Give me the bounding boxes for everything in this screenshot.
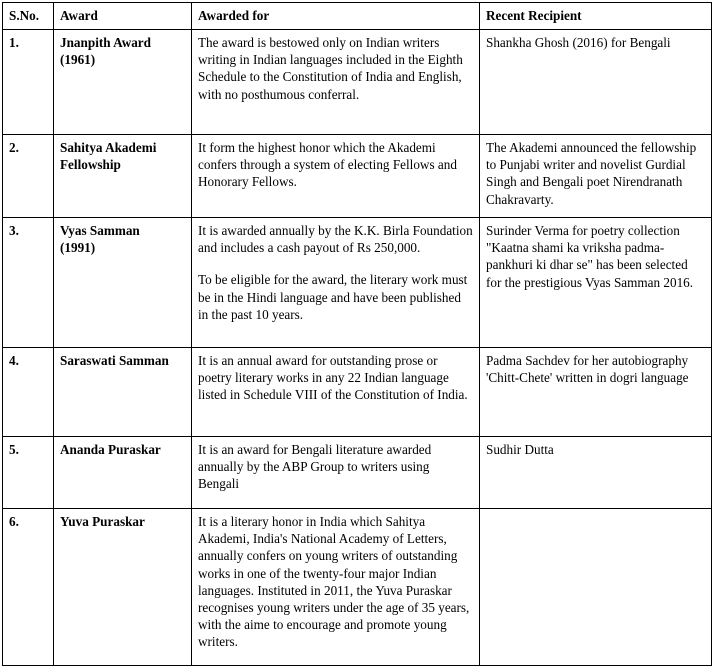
table-row	[3, 135, 712, 218]
cell-recipient: Shankha Ghosh (2016) for Bengali	[480, 30, 712, 135]
awarded-for-paragraph: To be eligible for the award, the literary work must be in the Hindi language and have been published in the past 10 years.	[198, 272, 468, 322]
cell-sno: 4.	[3, 348, 54, 437]
table-body	[3, 30, 712, 666]
cell-sno: 2.	[3, 135, 54, 218]
cell-recipient: Padma Sachdev for her autobiography 'Chitt-Chete' written in dogri language	[480, 348, 712, 437]
cell-award-name: Saraswati Samman	[54, 348, 192, 437]
award-name-line: Sahitya Akademi	[60, 140, 157, 156]
award-name-line: Vyas Samman	[60, 223, 140, 239]
cell-award-name	[54, 135, 192, 218]
cell-recipient: Sudhir Dutta	[480, 437, 712, 509]
award-name-line: Fellowship	[60, 157, 121, 173]
column-header-awarded-for: Awarded for	[192, 3, 480, 30]
table-row	[3, 218, 712, 348]
column-header-sno: S.No.	[3, 3, 54, 30]
cell-awarded-for	[192, 218, 480, 348]
cell-sno: 3.	[3, 218, 54, 348]
table-header-row	[3, 3, 712, 30]
awarded-for-paragraph: It is a literary honor in India which Sahitya Akademi, India's National Academy of Letters, annually confers on young writers of outstanding works in one of the twenty-four major Indian languages. Instituted in 2011, the Yuva Puraskar recognises young writers under the age of 35 years, with the aime to encourage and promote young writers.	[198, 514, 470, 650]
cell-recipient: The Akademi announced the fellowship to Punjabi writer and novelist Gurdial Singh and Bengali poet Nirendranath Chakravarty.	[480, 135, 712, 218]
table-row	[3, 348, 712, 437]
table-header	[3, 3, 712, 30]
awarded-for-paragraph: It is an annual award for outstanding prose or poetry literary works in any 22 Indian language listed in Schedule VIII of the Constitution of India.	[198, 353, 468, 403]
awarded-for-paragraph: It form the highest honor which the Akademi confers through a system of electing Fellows and Honorary Fellows.	[198, 140, 457, 190]
award-name-line: (1961)	[60, 52, 96, 68]
awarded-for-paragraph: The award is bestowed only on Indian writers writing in Indian languages included in the Eighth Schedule to the Constitution of India and English, with no posthumous conferral.	[198, 35, 463, 102]
cell-awarded-for	[192, 348, 480, 437]
cell-award-name	[54, 218, 192, 348]
award-name-line: (1991)	[60, 240, 96, 256]
awarded-for-paragraph: It is an award for Bengali literature awarded annually by the ABP Group to writers using Bengali	[198, 442, 432, 492]
cell-sno: 1.	[3, 30, 54, 135]
cell-award-name	[54, 30, 192, 135]
table-row	[3, 30, 712, 135]
column-header-award: Award	[54, 3, 192, 30]
column-header-recipient: Recent Recipient	[480, 3, 712, 30]
award-name-line: Jnanpith Award	[60, 35, 151, 51]
cell-sno: 6.	[3, 509, 54, 666]
cell-awarded-for	[192, 437, 480, 509]
cell-award-name: Ananda Puraskar	[54, 437, 192, 509]
cell-awarded-for	[192, 30, 480, 135]
cell-recipient: Surinder Verma for poetry collection "Kaatna shami ka vriksha padma-pankhuri ki dhar se" has been selected for the prestigious Vyas Samman 2016.	[480, 218, 712, 348]
cell-award-name: Yuva Puraskar	[54, 509, 192, 666]
cell-awarded-for	[192, 135, 480, 218]
table-row	[3, 509, 712, 666]
cell-sno: 5.	[3, 437, 54, 509]
awards-table	[2, 2, 712, 666]
cell-awarded-for	[192, 509, 480, 666]
cell-recipient	[480, 509, 712, 666]
awarded-for-paragraph: It is awarded annually by the K.K. Birla Foundation and includes a cash payout of Rs 250,000.	[198, 223, 473, 256]
table-row	[3, 437, 712, 509]
